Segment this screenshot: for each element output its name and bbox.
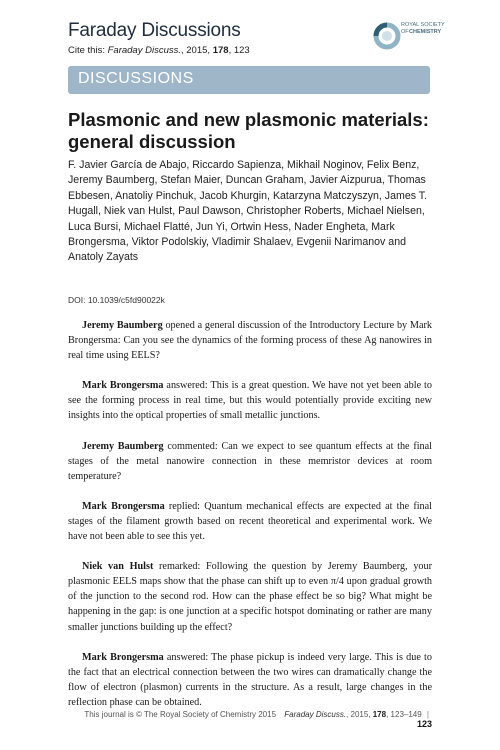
paragraph-text: answered: The phase pickup is indeed very large. This is due to the fact that an electrical connection between the two wires can dramatically change the flow of electron (plasmon) currents in the structure. As a result, large changes in the reflection phase can be obtained. xyxy=(68,651,432,708)
paragraph xyxy=(68,318,432,363)
paragraph xyxy=(68,650,432,710)
section-banner xyxy=(68,66,430,94)
speaker: Niek van Hulst xyxy=(82,561,154,573)
page-number: 123 xyxy=(416,719,432,729)
author-list: F. Javier García de Abajo, Riccardo Sapienza, Mikhail Noginov, Felix Benz, Jeremy Baumberg, Stefan Maier, Duncan Graham, Javier Aizpurua, Thomas Ebbesen, Anatoliy Pinchuk, Jacob Khurgin, Katarzyna Matczyszyn, James T. Hugall, Niek van Hulst, Paul Dawson, Christopher Roberts, Michael Nielsen, Luca Bursi, Michael Flatté, Jun Yi, Ortwin Hess, Nader Engheta, Mark Brongersma, Viktor Podolskiy, Vladimir Shalaev, Evgenii Narimanov and Anatoly Zayats xyxy=(68,159,427,264)
discussion-body xyxy=(68,318,432,725)
cite-year: , 2015, xyxy=(181,45,213,56)
speaker: Mark Brongersma xyxy=(82,500,165,512)
paragraph xyxy=(68,378,432,423)
copyright-note: This journal is © The Royal Society of Chemistry 2015 xyxy=(84,710,277,719)
paragraph-text: commented: Can we expect to see quantum effects at the final stages of the metal nanowire connection in these memristor devices at room temperature? xyxy=(68,440,432,482)
svg-text:CHEMISTRY: CHEMISTRY xyxy=(409,29,442,35)
speaker: Mark Brongersma xyxy=(82,380,164,392)
paragraph-text: remarked: Following the question by Jeremy Baumberg, your plasmonic EELS maps show that the phase can shift up to even π/4 upon gradual growth of the junction to the second rod. How can the phase effect be so big? What might be happening in the gap: is one junction at a specific hotspot dominating or rather are many smaller junctions building up the effect? xyxy=(68,561,432,633)
paragraph xyxy=(68,439,432,484)
cite-pages: , 123 xyxy=(228,45,250,56)
article-title: Plasmonic and new plasmonic materials: general discussion xyxy=(68,109,429,152)
cite-journal: Faraday Discuss. xyxy=(107,45,181,56)
speaker: Mark Brongersma xyxy=(82,651,164,663)
footer-separator: | xyxy=(426,710,429,719)
paragraph-text: opened a general discussion of the Introductory Lecture by Mark Brongersma: Can you see the dynamics of the forming process of these Ag nanowires in real time using EELS? xyxy=(68,320,432,362)
rsc-logo xyxy=(373,12,445,64)
speaker: Jeremy Baumberg xyxy=(82,320,163,331)
cite-prefix: Cite this: xyxy=(68,45,105,56)
paragraph xyxy=(68,559,432,634)
journal-title: Faraday Discussions xyxy=(68,20,241,41)
speaker: Jeremy Baumberg xyxy=(82,440,164,452)
paragraph-text: replied: Quantum mechanical effects are expected at the final stages of the filament growth based on recent theoretical and experimental work. We have not been able to see this yet. xyxy=(68,500,432,543)
cite-volume: 178 xyxy=(212,45,229,56)
paragraph-text: answered: This is a great question. We have not yet been able to see the forming process in real time, but this would potentially provide exciting new insights into the optical properties of small metallic junctions. xyxy=(68,380,432,422)
section-label: DISCUSSIONS xyxy=(78,70,194,87)
doi: DOI: 10.1039/c5fd90022k xyxy=(68,295,165,305)
paragraph xyxy=(68,499,432,544)
cite-line xyxy=(68,45,250,56)
footer-pages: , 123–149 xyxy=(386,710,422,719)
svg-text:ROYAL SOCIETY: ROYAL SOCIETY xyxy=(401,22,445,28)
footer-year: , 2015, xyxy=(346,710,373,719)
footer-journal: Faraday Discuss. xyxy=(284,710,347,719)
page-footer xyxy=(68,710,432,729)
svg-text:OF: OF xyxy=(401,29,409,35)
footer-volume: 178 xyxy=(372,710,387,719)
